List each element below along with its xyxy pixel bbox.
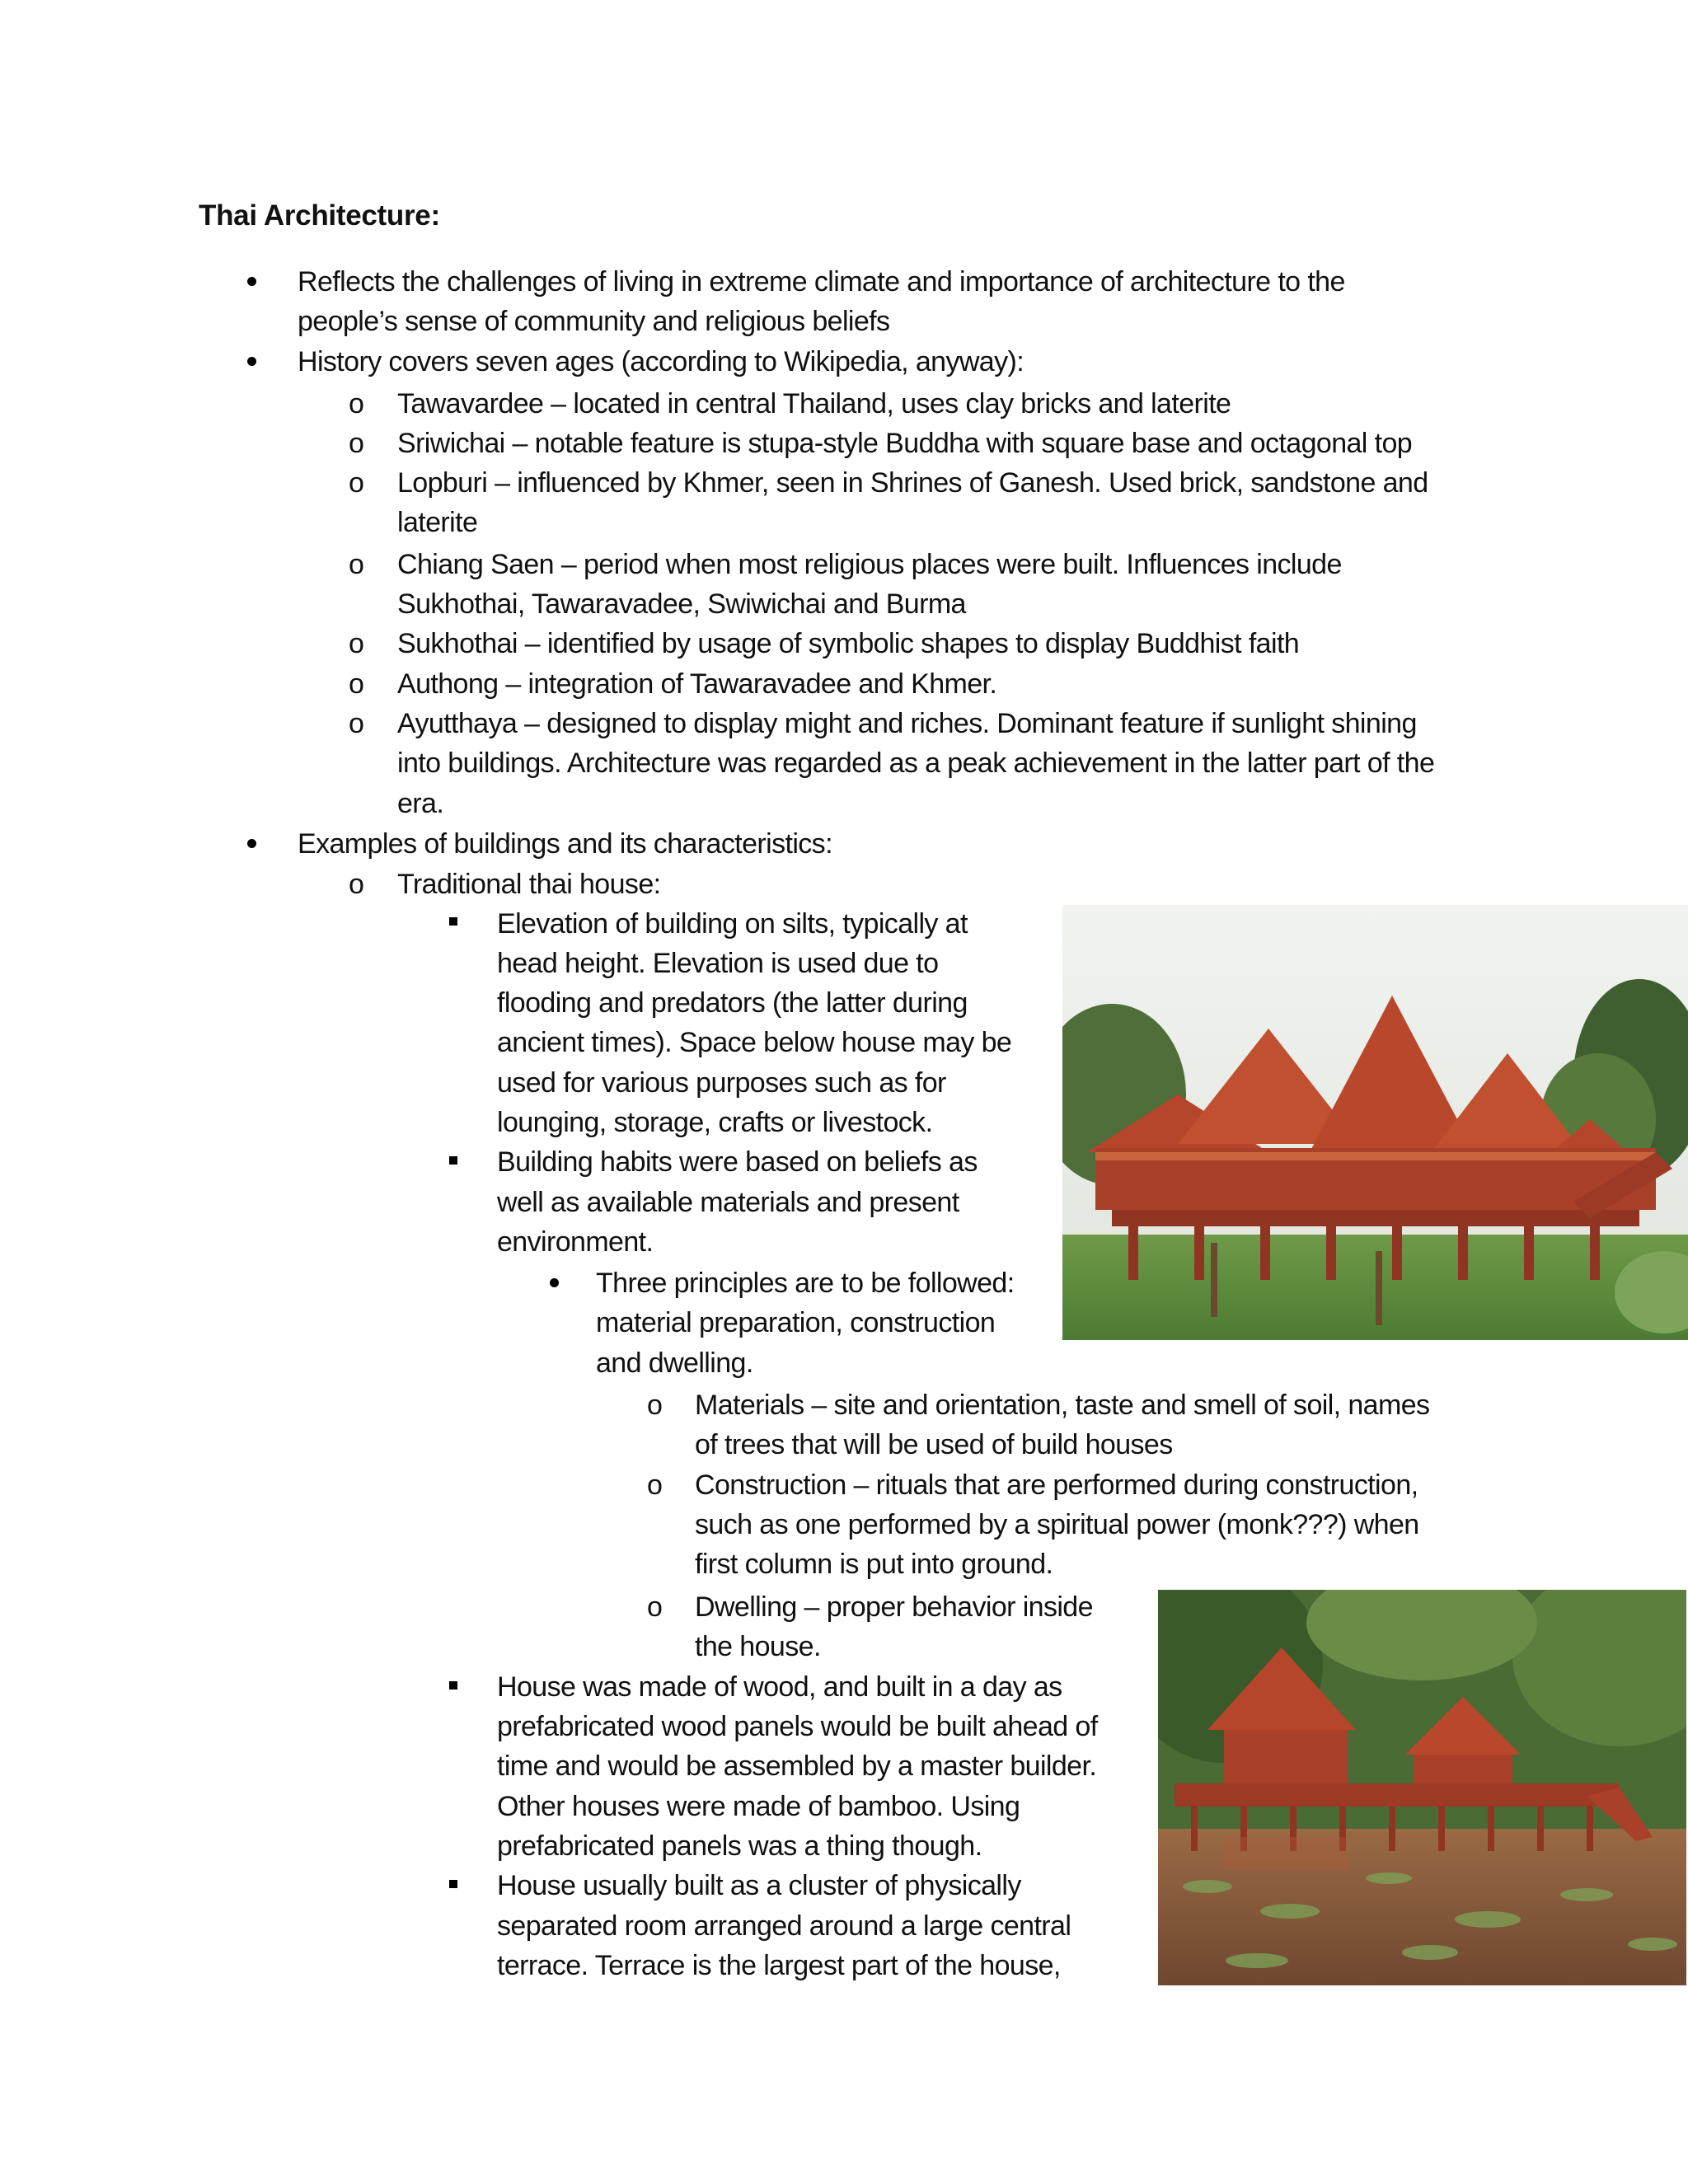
- text-line: people’s sense of community and religious beliefs: [298, 306, 890, 337]
- text-line: Sriwichai – notable feature is stupa-style Buddha with square base and octagonal top: [397, 428, 1413, 459]
- sub-bullet-marker: o: [349, 708, 364, 739]
- square-bullet-marker: [449, 1681, 457, 1690]
- text-line: material preparation, construction: [596, 1307, 996, 1338]
- text-line: Dwelling – proper behavior inside: [695, 1591, 1093, 1623]
- sub-bullet-marker: o: [349, 467, 364, 499]
- square-bullet-marker: [449, 917, 457, 926]
- text-line: such as one performed by a spiritual power (monk???) when: [695, 1509, 1419, 1540]
- bullet-marker: [247, 839, 256, 848]
- text-line: lounging, storage, crafts or livestock.: [497, 1107, 933, 1138]
- text-line: first column is put into ground.: [695, 1549, 1053, 1580]
- text-line: Other houses were made of bamboo. Using: [497, 1791, 1020, 1822]
- text-line: into buildings. Architecture was regarded as a peak achievement in the latter part of the: [397, 748, 1435, 779]
- sub-bullet-marker: o: [349, 388, 364, 419]
- text-line: Materials – site and orientation, taste and smell of soil, names: [695, 1390, 1430, 1421]
- text-line: Chiang Saen – period when most religious places were built. Influences include: [397, 549, 1342, 580]
- text-line: head height. Elevation is used due to: [497, 948, 939, 979]
- thai-house-photo: [1062, 905, 1688, 1340]
- text-line: terrace. Terrace is the largest part of the house,: [497, 1950, 1061, 1981]
- text-line: environment.: [497, 1226, 654, 1258]
- sub-bullet-marker: o: [349, 869, 364, 900]
- text-line: and dwelling.: [596, 1347, 753, 1379]
- sub-bullet-marker: o: [349, 549, 364, 580]
- text-line: Authong – integration of Tawaravadee and Khmer.: [397, 668, 997, 700]
- text-line: separated room arranged around a large central: [497, 1910, 1071, 1942]
- sub-bullet-marker: o: [647, 1591, 663, 1623]
- text-line: Sukhothai, Tawaravadee, Swiwichai and Burma: [397, 588, 966, 620]
- sub-bullet-marker: o: [349, 628, 364, 659]
- sub-bullet-marker: o: [647, 1469, 663, 1501]
- text-line: Elevation of building on silts, typically at: [497, 908, 968, 940]
- text-line: prefabricated panels was a thing though.: [497, 1830, 982, 1862]
- text-line: House usually built as a cluster of physically: [497, 1870, 1021, 1901]
- text-line: used for various purposes such as for: [497, 1067, 946, 1099]
- bullet-marker: [550, 1278, 559, 1287]
- sub-bullet-marker: o: [349, 668, 364, 700]
- sub-bullet-marker: o: [647, 1390, 663, 1421]
- square-bullet-marker: [449, 1880, 457, 1888]
- text-line: era.: [397, 788, 444, 819]
- text-line: ancient times). Space below house may be: [497, 1027, 1012, 1058]
- text-line: prefabricated wood panels would be built ahead of: [497, 1711, 1098, 1742]
- text-line: Lopburi – influenced by Khmer, seen in Shrines of Ganesh. Used brick, sandstone and: [397, 467, 1428, 499]
- bullet-marker: [247, 357, 256, 366]
- text-line: Examples of buildings and its characteristics:: [298, 828, 832, 860]
- pond-house-photo: [1158, 1590, 1686, 1985]
- text-line: laterite: [397, 507, 478, 538]
- text-line: House was made of wood, and built in a day as: [497, 1671, 1062, 1703]
- text-line: Reflects the challenges of living in extreme climate and importance of architecture to the: [298, 266, 1345, 298]
- text-line: the house.: [695, 1631, 821, 1662]
- text-line: Sukhothai – identified by usage of symbolic shapes to display Buddhist faith: [397, 628, 1300, 659]
- text-line: Ayutthaya – designed to display might and riches. Dominant feature if sunlight shining: [397, 708, 1417, 739]
- text-line: History covers seven ages (according to Wikipedia, anyway):: [298, 346, 1025, 377]
- text-line: well as available materials and present: [497, 1187, 959, 1218]
- text-line: time and would be assembled by a master builder.: [497, 1750, 1097, 1782]
- text-line: of trees that will be used of build houses: [695, 1429, 1173, 1460]
- sub-bullet-marker: o: [349, 428, 364, 459]
- bullet-marker: [247, 277, 256, 286]
- page-title: Thai Architecture:: [199, 199, 440, 232]
- text-line: Building habits were based on beliefs as: [497, 1146, 978, 1178]
- text-line: Three principles are to be followed:: [596, 1268, 1015, 1299]
- text-line: Traditional thai house:: [397, 869, 661, 900]
- square-bullet-marker: [449, 1156, 457, 1165]
- text-line: Tawavardee – located in central Thailand, uses clay bricks and laterite: [397, 388, 1231, 419]
- text-line: Construction – rituals that are performed during construction,: [695, 1469, 1418, 1501]
- text-line: flooding and predators (the latter during: [497, 987, 968, 1019]
